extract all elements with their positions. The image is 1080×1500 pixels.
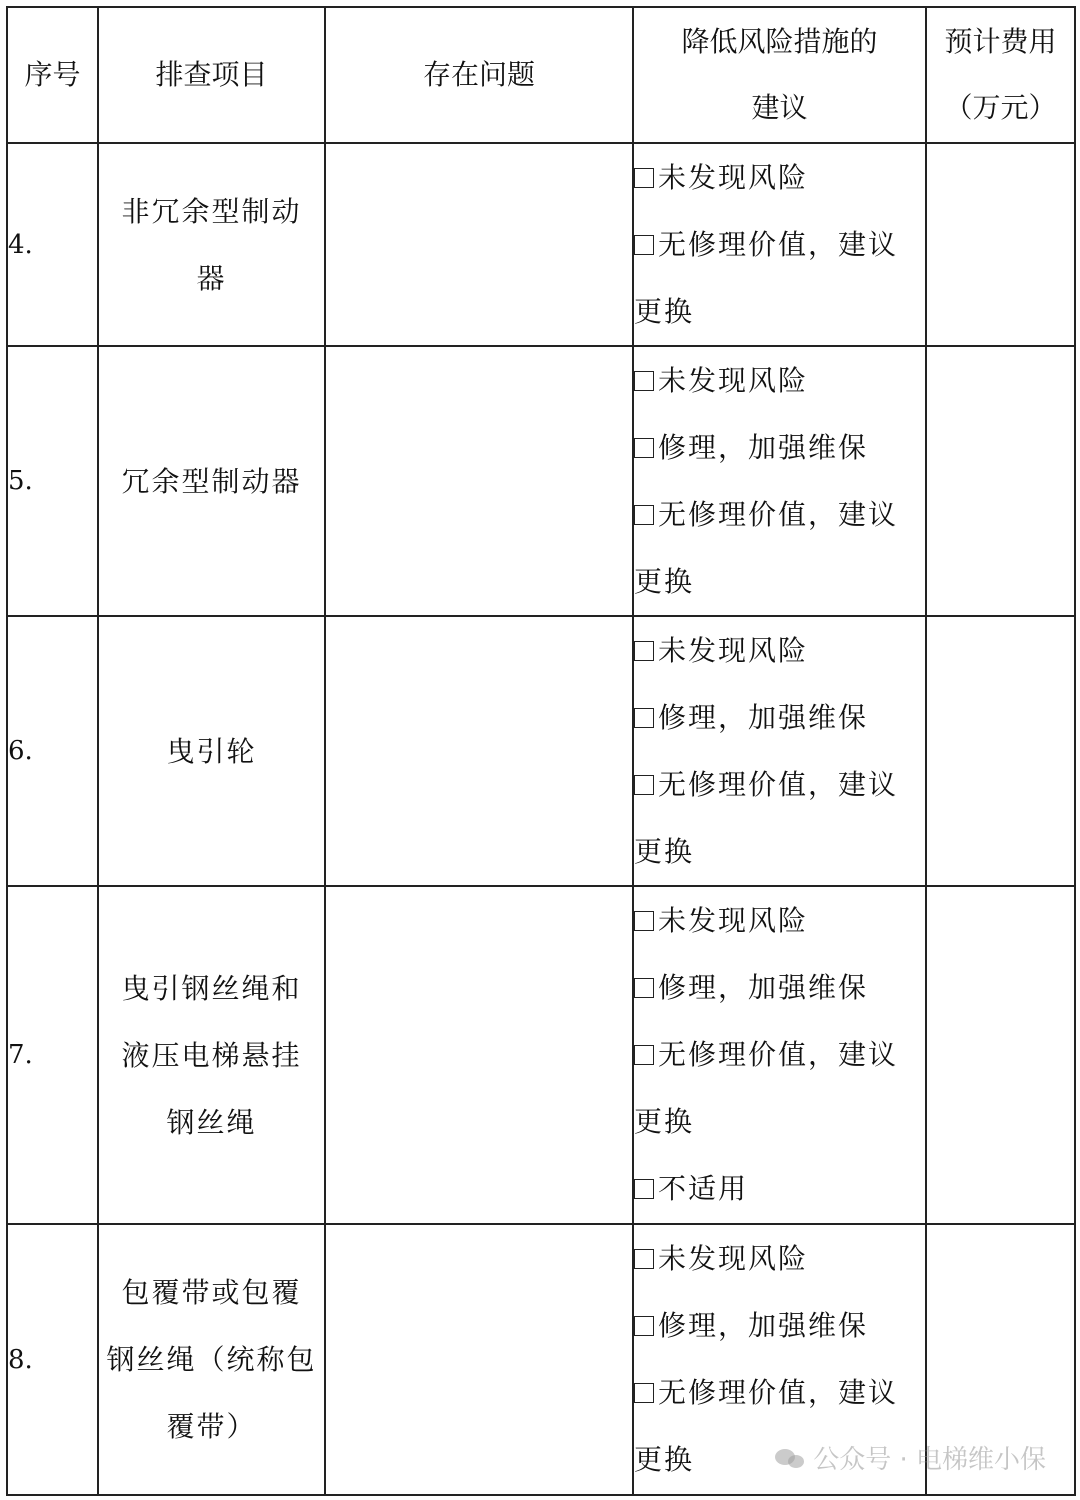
checkbox-icon[interactable] xyxy=(634,168,654,188)
option-repair[interactable]: 修理，加强维保 xyxy=(634,684,925,751)
header-item: 排查项目 xyxy=(98,7,325,143)
item-line: 曳引钢丝绳和 xyxy=(121,971,302,1005)
inspection-item xyxy=(98,143,325,346)
header-no: 序号 xyxy=(7,7,98,143)
checkbox-icon[interactable] xyxy=(634,641,654,661)
measures-cell xyxy=(633,886,926,1224)
watermark xyxy=(775,1439,1046,1476)
option-replace-cont: 更换 xyxy=(634,835,695,868)
checkbox-icon[interactable] xyxy=(634,1179,654,1199)
item-line: 冗余型制动器 xyxy=(121,464,302,498)
inspection-item xyxy=(98,886,325,1224)
option-repair[interactable]: 修理，加强维保 xyxy=(634,414,925,481)
table-header-row xyxy=(7,7,1075,143)
table-row xyxy=(7,143,1075,346)
header-cost-line: （万元） xyxy=(944,91,1057,124)
problem-cell[interactable] xyxy=(325,346,633,616)
problem-cell[interactable] xyxy=(325,143,633,346)
checkbox-icon[interactable] xyxy=(634,708,654,728)
option-replace[interactable]: 无修理价值，建议 xyxy=(634,481,925,548)
checkbox-icon[interactable] xyxy=(634,371,654,391)
checkbox-icon[interactable] xyxy=(634,978,654,998)
item-line: 曳引轮 xyxy=(166,734,257,768)
option-not-applicable[interactable]: 不适用 xyxy=(634,1155,925,1222)
table-row xyxy=(7,616,1075,886)
header-cost xyxy=(926,7,1075,143)
checkbox-icon[interactable] xyxy=(634,1316,654,1336)
option-replace-cont: 更换 xyxy=(634,1105,695,1138)
inspection-item xyxy=(98,616,325,886)
measures-cell xyxy=(633,143,926,346)
option-replace-cont: 更换 xyxy=(634,565,695,598)
inspection-item xyxy=(98,1224,325,1495)
item-line: 包覆带或包覆 xyxy=(121,1276,302,1309)
cost-cell[interactable] xyxy=(926,886,1075,1224)
checkbox-icon[interactable] xyxy=(634,1383,654,1403)
option-replace[interactable]: 无修理价值，建议 xyxy=(634,211,925,278)
item-line: 非冗余型制动 xyxy=(121,194,302,228)
header-measure-line: 建议 xyxy=(751,91,808,124)
cost-cell[interactable] xyxy=(926,346,1075,616)
problem-cell[interactable] xyxy=(325,616,633,886)
row-number: 8. xyxy=(7,1224,98,1495)
option-no-risk[interactable]: 未发现风险 xyxy=(634,1225,925,1292)
inspection-sheet xyxy=(6,6,1074,1494)
measures-cell xyxy=(633,346,926,616)
option-replace[interactable]: 无修理价值，建议 xyxy=(634,1359,925,1426)
option-no-risk[interactable]: 未发现风险 xyxy=(634,144,925,211)
problem-cell[interactable] xyxy=(325,1224,633,1495)
header-cost-line: 预计费用 xyxy=(944,25,1057,58)
header-measure-line: 降低风险措施的 xyxy=(681,25,878,58)
option-replace-cont: 更换 xyxy=(634,1443,695,1476)
option-repair[interactable]: 修理，加强维保 xyxy=(634,954,925,1021)
row-number: 4. xyxy=(7,143,98,346)
checkbox-icon[interactable] xyxy=(634,1249,654,1269)
option-replace[interactable]: 无修理价值，建议 xyxy=(634,751,925,818)
checkbox-icon[interactable] xyxy=(634,775,654,795)
row-number: 7. xyxy=(7,886,98,1224)
option-no-risk[interactable]: 未发现风险 xyxy=(634,887,925,954)
cost-cell[interactable] xyxy=(926,616,1075,886)
row-number: 5. xyxy=(7,346,98,616)
row-number: 6. xyxy=(7,616,98,886)
item-line: 覆带） xyxy=(166,1410,257,1443)
option-replace-cont: 更换 xyxy=(634,295,695,328)
header-problem: 存在问题 xyxy=(325,7,633,143)
item-line: 钢丝绳（统称包 xyxy=(106,1343,317,1376)
table-row xyxy=(7,886,1075,1224)
item-line: 器 xyxy=(196,261,227,295)
checkbox-icon[interactable] xyxy=(634,911,654,931)
problem-cell[interactable] xyxy=(325,886,633,1224)
checkbox-icon[interactable] xyxy=(634,1045,654,1065)
inspection-item xyxy=(98,346,325,616)
option-no-risk[interactable]: 未发现风险 xyxy=(634,347,925,414)
checkbox-icon[interactable] xyxy=(634,438,654,458)
item-line: 钢丝绳 xyxy=(166,1105,257,1139)
option-repair[interactable]: 修理，加强维保 xyxy=(634,1292,925,1359)
table-row xyxy=(7,346,1075,616)
header-measure xyxy=(633,7,926,143)
watermark-text: 公众号 · 电梯维小保 xyxy=(813,1445,1046,1475)
cost-cell[interactable] xyxy=(926,143,1075,346)
option-no-risk[interactable]: 未发现风险 xyxy=(634,617,925,684)
option-replace[interactable]: 无修理价值，建议 xyxy=(634,1021,925,1088)
checkbox-icon[interactable] xyxy=(634,235,654,255)
checkbox-icon[interactable] xyxy=(634,505,654,525)
measures-cell xyxy=(633,616,926,886)
item-line: 液压电梯悬挂 xyxy=(121,1038,302,1072)
wechat-icon xyxy=(775,1447,805,1469)
inspection-table xyxy=(6,6,1076,1496)
